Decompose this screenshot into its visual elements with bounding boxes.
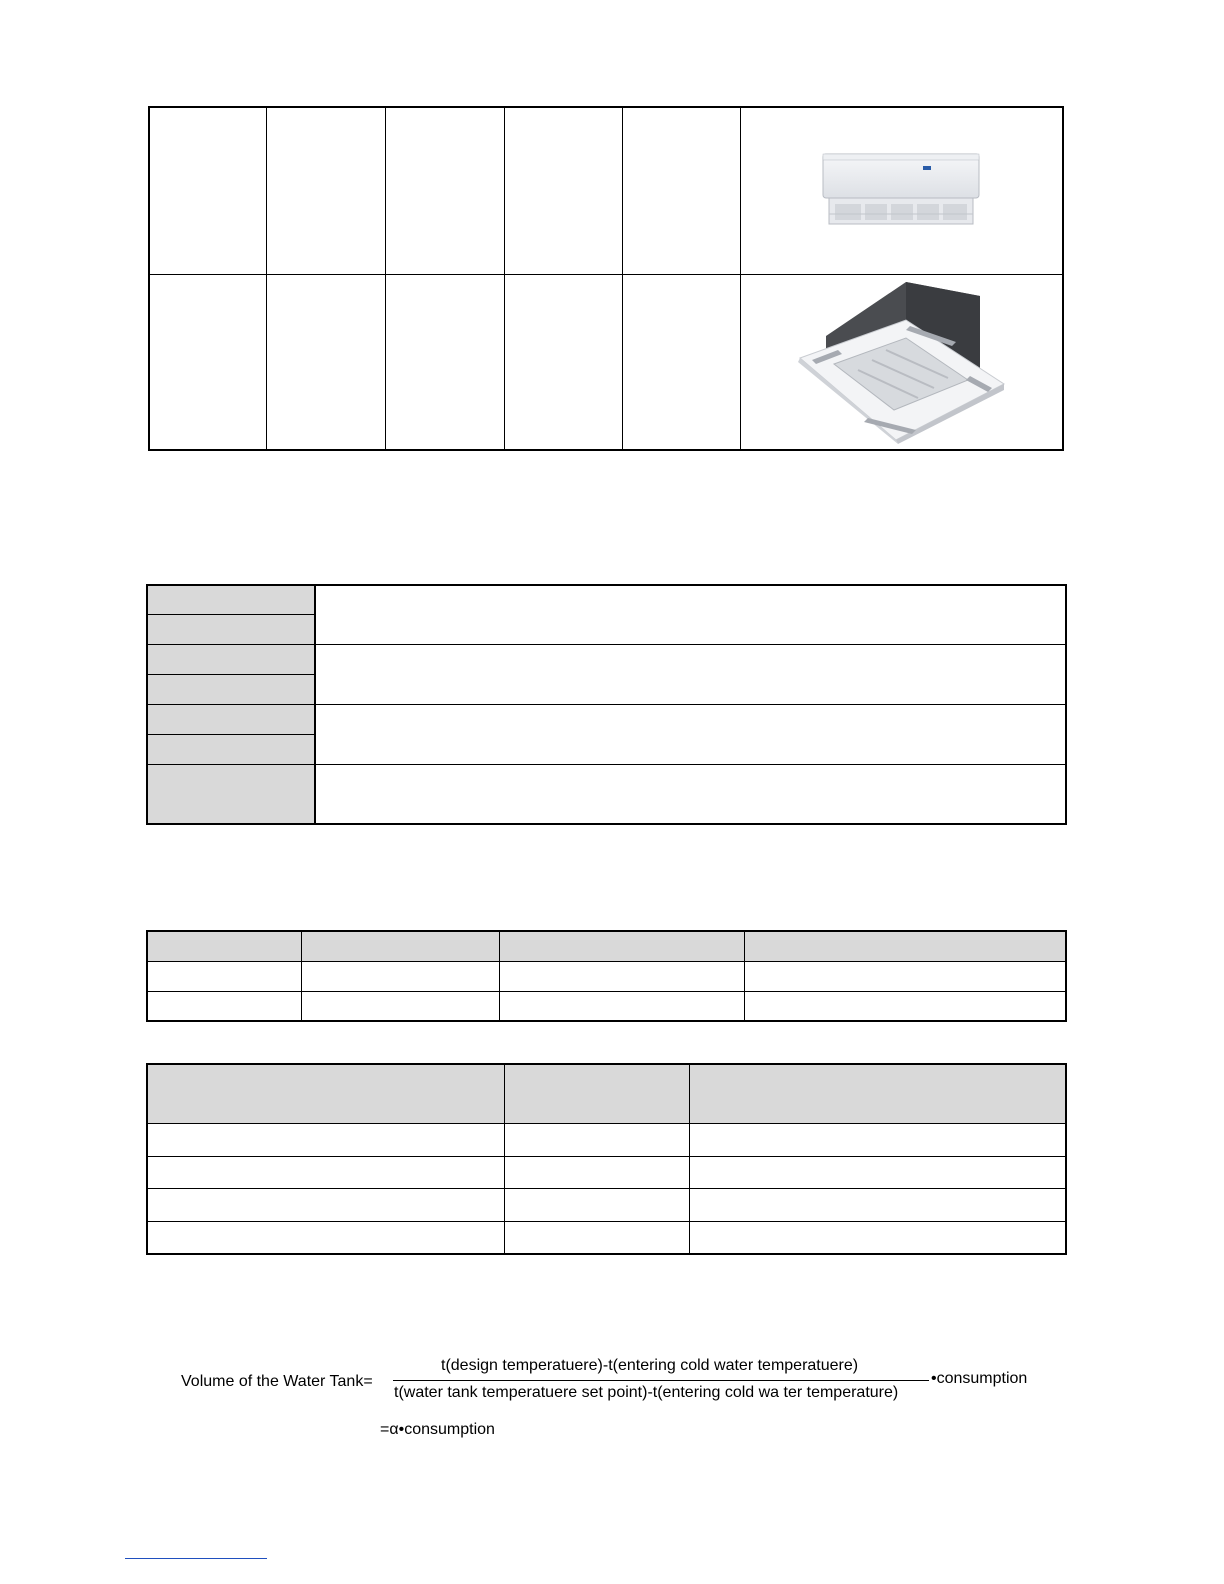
formula-denominator: t(water tank temperatuere set point)-t(entering cold wa ter temperature) <box>394 1384 899 1401</box>
formula-simplified: =α•consumption <box>380 1421 495 1438</box>
floor-ceiling-unit-image <box>815 148 985 232</box>
cassette-unit-image <box>798 280 1008 445</box>
footnote-separator <box>125 1558 267 1559</box>
formula-numerator: t(design temperatuere)-t(entering cold water temperatuere) <box>441 1357 859 1374</box>
formula-lhs: Volume of the Water Tank= <box>181 1373 373 1390</box>
fraction-bar <box>393 1380 929 1381</box>
formula-multiplier: •consumption <box>931 1370 1028 1387</box>
